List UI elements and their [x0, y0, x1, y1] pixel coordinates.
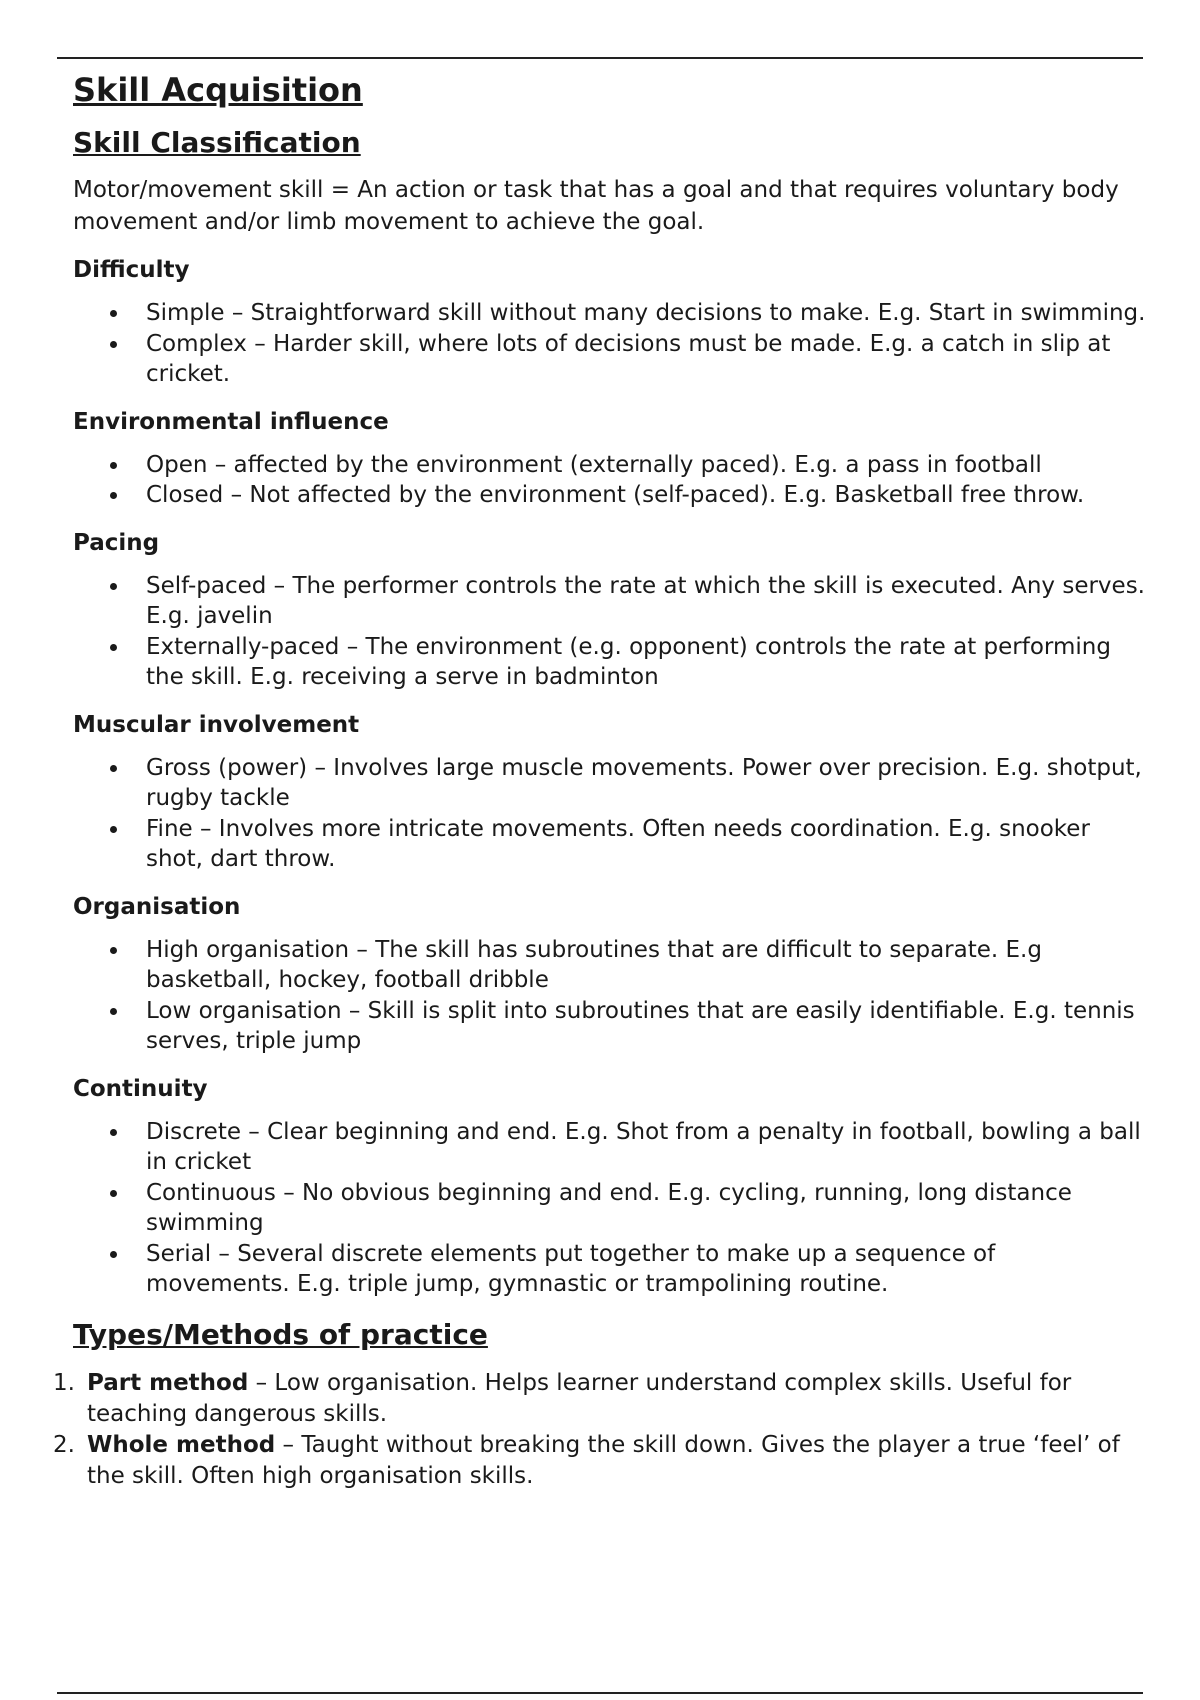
- pacing-list: [73, 571, 1145, 693]
- list-item: Externally-paced – The environment (e.g. opponent) controls the rate at performing the skill. E.g. receiving a serve in badminton: [73, 632, 1146, 693]
- list-number: 1.: [53, 1369, 75, 1396]
- section-heading-muscular-involvement: Muscular involvement: [73, 711, 360, 738]
- list-item: Low organisation – Skill is split into subroutines that are easily identifiable. E.g. tennis serves, triple jump: [73, 996, 1146, 1057]
- bullet-icon: [110, 947, 117, 954]
- organisation-list: [73, 935, 1133, 1057]
- list-item: Fine – Involves more intricate movements. Often needs coordination. E.g. snooker shot, dart throw.: [73, 814, 1146, 875]
- motor-skill-definition: Motor/movement skill = An action or task that has a goal and that requires voluntary body movement and/or limb movement to achieve the goal.: [73, 177, 1119, 235]
- list-item: Simple – Straightforward skill without many decisions to make. E.g. Start in swimming.: [73, 298, 1146, 329]
- bullet-icon: [110, 583, 117, 590]
- list-item: Self-paced – The performer controls the rate at which the skill is executed. Any serves. E.g. javelin: [73, 571, 1146, 632]
- list-item: High organisation – The skill has subroutines that are difficult to separate. E.g basketball, hockey, football dribble: [73, 935, 1146, 996]
- bullet-icon: [110, 1129, 117, 1136]
- method-description: – Low organisation. Helps learner understand complex skills. Useful for teaching dangerous skills.: [87, 1369, 1072, 1427]
- method-description: – Taught without breaking the skill down. Gives the player a true ‘feel’ of the skill. Often high organisation skills.: [87, 1431, 1120, 1489]
- section-heading-environmental-influence: Environmental influence: [73, 408, 389, 435]
- method-name: Part method: [87, 1369, 249, 1396]
- section-heading-pacing: Pacing: [73, 529, 160, 556]
- list-item: Discrete – Clear beginning and end. E.g. Shot from a penalty in football, bowling a ball in cricket: [73, 1117, 1146, 1178]
- bullet-icon: [110, 644, 117, 651]
- list-item: Complex – Harder skill, where lots of decisions must be made. E.g. a catch in slip at cricket.: [73, 329, 1146, 390]
- environmental-influence-list: [73, 450, 1133, 511]
- bottom-rule: [57, 1692, 1143, 1694]
- list-item: Continuous – No obvious beginning and end. E.g. cycling, running, long distance swimming: [73, 1178, 1146, 1239]
- list-item: [53, 1368, 1147, 1430]
- bullet-icon: [110, 492, 117, 499]
- bullet-icon: [110, 341, 117, 348]
- section-heading-difficulty: Difficulty: [73, 257, 190, 283]
- method-name: Whole method: [87, 1431, 276, 1458]
- list-item: Open – affected by the environment (externally paced). E.g. a pass in football: [73, 450, 1146, 481]
- bullet-icon: [110, 1008, 117, 1015]
- list-item: Serial – Several discrete elements put together to make up a sequence of movements. E.g. triple jump, gymnastic or trampolining routine.: [73, 1239, 1146, 1300]
- list-item: Closed – Not affected by the environment (self-paced). E.g. Basketball free throw.: [73, 480, 1146, 511]
- bullet-icon: [110, 1251, 117, 1258]
- section-heading-organisation: Organisation: [73, 893, 241, 920]
- difficulty-list: [73, 298, 1146, 390]
- practice-methods-list: [53, 1368, 1120, 1492]
- section-heading-continuity: Continuity: [73, 1075, 208, 1102]
- bullet-icon: [110, 765, 117, 772]
- practice-heading: Types/Methods of practice: [73, 1317, 488, 1351]
- bullet-icon: [110, 826, 117, 833]
- bullet-icon: [110, 462, 117, 469]
- list-number: 2.: [53, 1431, 75, 1458]
- continuity-list: [73, 1117, 1141, 1300]
- bullet-icon: [110, 310, 117, 317]
- bullet-icon: [110, 1190, 117, 1197]
- muscular-involvement-list: [73, 753, 1142, 875]
- list-item: [53, 1430, 1147, 1492]
- classification-heading: Skill Classification: [73, 126, 361, 159]
- list-item: Gross (power) – Involves large muscle movements. Power over precision. E.g. shotput, rugby tackle: [73, 753, 1146, 814]
- document-body: [53, 66, 1146, 1492]
- top-rule: [57, 57, 1143, 59]
- document-title: Skill Acquisition: [73, 71, 363, 109]
